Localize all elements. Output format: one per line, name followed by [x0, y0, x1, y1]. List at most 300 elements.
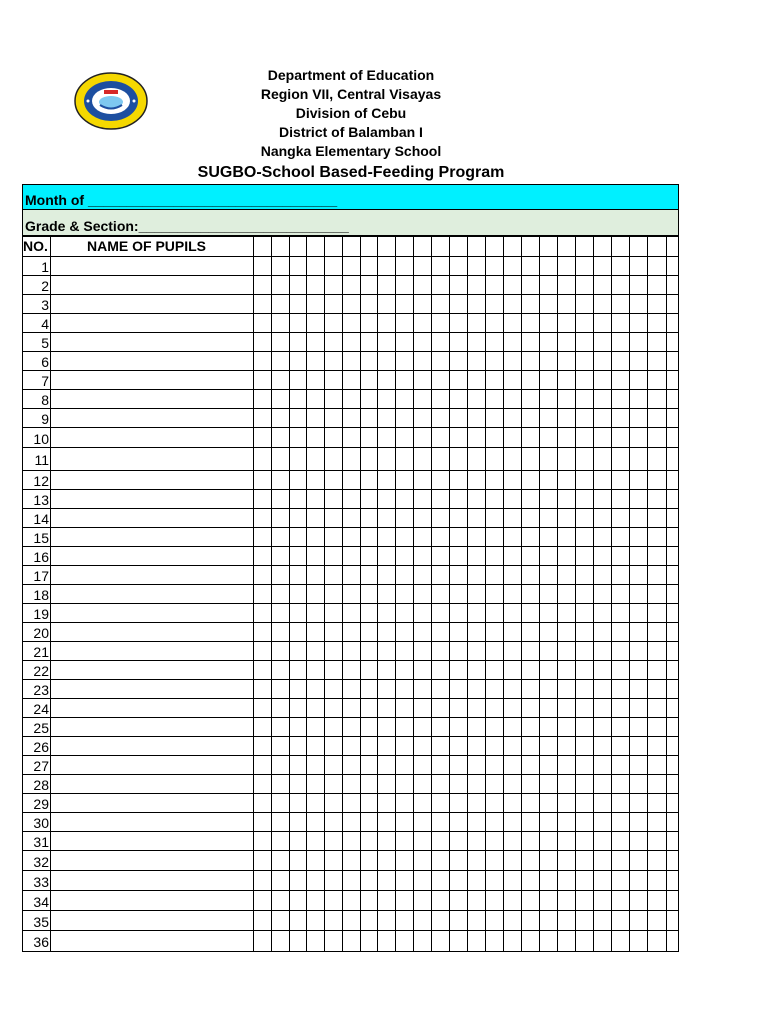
attendance-cell[interactable] — [612, 699, 630, 717]
attendance-cell[interactable] — [540, 623, 558, 641]
attendance-cell[interactable] — [272, 237, 290, 256]
attendance-cell[interactable] — [594, 718, 612, 736]
attendance-cell[interactable] — [361, 931, 378, 951]
attendance-cell[interactable] — [414, 471, 432, 489]
attendance-cell[interactable] — [468, 623, 486, 641]
pupil-name-cell[interactable] — [51, 390, 254, 408]
attendance-cell[interactable] — [468, 737, 486, 755]
attendance-cell[interactable] — [325, 547, 343, 565]
attendance-cell[interactable] — [361, 566, 378, 584]
attendance-cell[interactable] — [594, 490, 612, 508]
attendance-cell[interactable] — [414, 371, 432, 389]
pupil-name-cell[interactable] — [51, 851, 254, 870]
attendance-cell[interactable] — [576, 680, 594, 698]
attendance-cell[interactable] — [540, 295, 558, 313]
attendance-cell[interactable] — [450, 699, 468, 717]
attendance-cell[interactable] — [254, 604, 272, 622]
attendance-cell[interactable] — [540, 699, 558, 717]
attendance-cell[interactable] — [272, 794, 290, 812]
attendance-cell[interactable] — [450, 871, 468, 890]
attendance-cell[interactable] — [504, 680, 522, 698]
attendance-cell[interactable] — [396, 528, 414, 546]
attendance-cell[interactable] — [504, 314, 522, 332]
attendance-cell[interactable] — [558, 642, 576, 660]
attendance-cell[interactable] — [272, 737, 290, 755]
attendance-cell[interactable] — [558, 585, 576, 603]
attendance-cell[interactable] — [522, 490, 540, 508]
attendance-cell[interactable] — [396, 390, 414, 408]
attendance-cell[interactable] — [558, 891, 576, 910]
attendance-cell[interactable] — [612, 623, 630, 641]
attendance-cell[interactable] — [594, 604, 612, 622]
attendance-cell[interactable] — [667, 604, 678, 622]
attendance-cell[interactable] — [612, 490, 630, 508]
attendance-cell[interactable] — [272, 295, 290, 313]
attendance-cell[interactable] — [361, 471, 378, 489]
attendance-cell[interactable] — [361, 257, 378, 275]
attendance-cell[interactable] — [254, 832, 272, 850]
attendance-cell[interactable] — [272, 642, 290, 660]
attendance-cell[interactable] — [576, 737, 594, 755]
attendance-cell[interactable] — [254, 428, 272, 447]
attendance-cell[interactable] — [378, 371, 396, 389]
attendance-cell[interactable] — [468, 471, 486, 489]
attendance-cell[interactable] — [396, 699, 414, 717]
attendance-cell[interactable] — [486, 851, 504, 870]
attendance-cell[interactable] — [272, 448, 290, 470]
attendance-cell[interactable] — [648, 257, 667, 275]
attendance-cell[interactable] — [558, 257, 576, 275]
attendance-cell[interactable] — [343, 813, 361, 831]
attendance-cell[interactable] — [432, 794, 450, 812]
attendance-cell[interactable] — [307, 871, 325, 890]
attendance-cell[interactable] — [576, 471, 594, 489]
attendance-cell[interactable] — [325, 371, 343, 389]
attendance-cell[interactable] — [254, 333, 272, 351]
attendance-cell[interactable] — [648, 911, 667, 930]
attendance-cell[interactable] — [254, 585, 272, 603]
attendance-cell[interactable] — [594, 448, 612, 470]
attendance-cell[interactable] — [432, 276, 450, 294]
attendance-cell[interactable] — [576, 642, 594, 660]
attendance-cell[interactable] — [504, 371, 522, 389]
attendance-cell[interactable] — [630, 871, 648, 890]
attendance-cell[interactable] — [396, 911, 414, 930]
attendance-cell[interactable] — [254, 813, 272, 831]
attendance-cell[interactable] — [612, 509, 630, 527]
attendance-cell[interactable] — [396, 680, 414, 698]
attendance-cell[interactable] — [450, 352, 468, 370]
attendance-cell[interactable] — [576, 661, 594, 679]
attendance-cell[interactable] — [343, 718, 361, 736]
attendance-cell[interactable] — [594, 509, 612, 527]
attendance-cell[interactable] — [361, 699, 378, 717]
attendance-cell[interactable] — [343, 794, 361, 812]
attendance-cell[interactable] — [325, 409, 343, 427]
attendance-cell[interactable] — [254, 737, 272, 755]
attendance-cell[interactable] — [254, 276, 272, 294]
attendance-cell[interactable] — [522, 528, 540, 546]
attendance-cell[interactable] — [396, 566, 414, 584]
month-field[interactable]: Month of ________________________________ — [23, 185, 678, 210]
attendance-cell[interactable] — [522, 794, 540, 812]
attendance-cell[interactable] — [396, 931, 414, 951]
attendance-cell[interactable] — [667, 490, 678, 508]
attendance-cell[interactable] — [290, 794, 307, 812]
attendance-cell[interactable] — [414, 352, 432, 370]
attendance-cell[interactable] — [307, 509, 325, 527]
attendance-cell[interactable] — [414, 623, 432, 641]
attendance-cell[interactable] — [594, 871, 612, 890]
attendance-cell[interactable] — [432, 851, 450, 870]
attendance-cell[interactable] — [325, 832, 343, 850]
attendance-cell[interactable] — [612, 775, 630, 793]
attendance-cell[interactable] — [612, 931, 630, 951]
attendance-cell[interactable] — [450, 409, 468, 427]
attendance-cell[interactable] — [612, 604, 630, 622]
attendance-cell[interactable] — [648, 237, 667, 256]
attendance-cell[interactable] — [254, 528, 272, 546]
attendance-cell[interactable] — [486, 585, 504, 603]
attendance-cell[interactable] — [648, 276, 667, 294]
attendance-cell[interactable] — [254, 295, 272, 313]
attendance-cell[interactable] — [468, 604, 486, 622]
attendance-cell[interactable] — [450, 680, 468, 698]
attendance-cell[interactable] — [522, 471, 540, 489]
attendance-cell[interactable] — [343, 911, 361, 930]
attendance-cell[interactable] — [361, 680, 378, 698]
attendance-cell[interactable] — [396, 490, 414, 508]
attendance-cell[interactable] — [630, 471, 648, 489]
attendance-cell[interactable] — [307, 851, 325, 870]
attendance-cell[interactable] — [361, 661, 378, 679]
attendance-cell[interactable] — [343, 737, 361, 755]
attendance-cell[interactable] — [486, 295, 504, 313]
attendance-cell[interactable] — [522, 680, 540, 698]
attendance-cell[interactable] — [630, 642, 648, 660]
attendance-cell[interactable] — [325, 237, 343, 256]
attendance-cell[interactable] — [343, 528, 361, 546]
attendance-cell[interactable] — [307, 775, 325, 793]
attendance-cell[interactable] — [325, 756, 343, 774]
attendance-cell[interactable] — [414, 566, 432, 584]
attendance-cell[interactable] — [540, 509, 558, 527]
attendance-cell[interactable] — [522, 642, 540, 660]
attendance-cell[interactable] — [343, 490, 361, 508]
attendance-cell[interactable] — [378, 352, 396, 370]
attendance-cell[interactable] — [343, 371, 361, 389]
attendance-cell[interactable] — [361, 832, 378, 850]
attendance-cell[interactable] — [504, 699, 522, 717]
attendance-cell[interactable] — [325, 428, 343, 447]
attendance-cell[interactable] — [612, 566, 630, 584]
attendance-cell[interactable] — [361, 718, 378, 736]
attendance-cell[interactable] — [667, 911, 678, 930]
attendance-cell[interactable] — [667, 871, 678, 890]
attendance-cell[interactable] — [486, 832, 504, 850]
attendance-cell[interactable] — [648, 471, 667, 489]
attendance-cell[interactable] — [325, 604, 343, 622]
attendance-cell[interactable] — [290, 661, 307, 679]
attendance-cell[interactable] — [522, 448, 540, 470]
attendance-cell[interactable] — [378, 851, 396, 870]
pupil-name-cell[interactable] — [51, 756, 254, 774]
attendance-cell[interactable] — [486, 566, 504, 584]
pupil-name-cell[interactable] — [51, 794, 254, 812]
attendance-cell[interactable] — [630, 448, 648, 470]
attendance-cell[interactable] — [396, 471, 414, 489]
attendance-cell[interactable] — [468, 585, 486, 603]
attendance-cell[interactable] — [648, 623, 667, 641]
attendance-cell[interactable] — [432, 813, 450, 831]
attendance-cell[interactable] — [272, 509, 290, 527]
attendance-cell[interactable] — [307, 547, 325, 565]
attendance-cell[interactable] — [307, 528, 325, 546]
attendance-cell[interactable] — [486, 448, 504, 470]
attendance-cell[interactable] — [522, 931, 540, 951]
attendance-cell[interactable] — [450, 276, 468, 294]
attendance-cell[interactable] — [325, 931, 343, 951]
attendance-cell[interactable] — [576, 623, 594, 641]
attendance-cell[interactable] — [254, 352, 272, 370]
attendance-cell[interactable] — [325, 257, 343, 275]
attendance-cell[interactable] — [468, 642, 486, 660]
attendance-cell[interactable] — [307, 661, 325, 679]
attendance-cell[interactable] — [486, 931, 504, 951]
attendance-cell[interactable] — [468, 448, 486, 470]
attendance-cell[interactable] — [540, 490, 558, 508]
attendance-cell[interactable] — [361, 390, 378, 408]
attendance-cell[interactable] — [522, 699, 540, 717]
attendance-cell[interactable] — [486, 409, 504, 427]
attendance-cell[interactable] — [396, 237, 414, 256]
pupil-name-cell[interactable] — [51, 832, 254, 850]
attendance-cell[interactable] — [612, 448, 630, 470]
attendance-cell[interactable] — [576, 911, 594, 930]
attendance-cell[interactable] — [307, 737, 325, 755]
attendance-cell[interactable] — [576, 490, 594, 508]
attendance-cell[interactable] — [667, 756, 678, 774]
attendance-cell[interactable] — [667, 471, 678, 489]
attendance-cell[interactable] — [630, 813, 648, 831]
attendance-cell[interactable] — [450, 528, 468, 546]
attendance-cell[interactable] — [486, 490, 504, 508]
attendance-cell[interactable] — [630, 775, 648, 793]
attendance-cell[interactable] — [522, 911, 540, 930]
attendance-cell[interactable] — [648, 718, 667, 736]
attendance-cell[interactable] — [540, 314, 558, 332]
attendance-cell[interactable] — [396, 813, 414, 831]
attendance-cell[interactable] — [307, 718, 325, 736]
attendance-cell[interactable] — [630, 851, 648, 870]
attendance-cell[interactable] — [343, 390, 361, 408]
attendance-cell[interactable] — [630, 699, 648, 717]
attendance-cell[interactable] — [414, 295, 432, 313]
attendance-cell[interactable] — [558, 718, 576, 736]
attendance-cell[interactable] — [522, 623, 540, 641]
attendance-cell[interactable] — [343, 547, 361, 565]
attendance-cell[interactable] — [667, 623, 678, 641]
attendance-cell[interactable] — [576, 585, 594, 603]
attendance-cell[interactable] — [290, 295, 307, 313]
attendance-cell[interactable] — [325, 528, 343, 546]
attendance-cell[interactable] — [648, 891, 667, 910]
attendance-cell[interactable] — [522, 661, 540, 679]
attendance-cell[interactable] — [290, 756, 307, 774]
attendance-cell[interactable] — [307, 794, 325, 812]
attendance-cell[interactable] — [594, 891, 612, 910]
attendance-cell[interactable] — [558, 352, 576, 370]
attendance-cell[interactable] — [612, 718, 630, 736]
attendance-cell[interactable] — [396, 295, 414, 313]
attendance-cell[interactable] — [378, 295, 396, 313]
attendance-cell[interactable] — [594, 911, 612, 930]
attendance-cell[interactable] — [325, 314, 343, 332]
attendance-cell[interactable] — [486, 371, 504, 389]
attendance-cell[interactable] — [468, 680, 486, 698]
attendance-cell[interactable] — [290, 851, 307, 870]
attendance-cell[interactable] — [343, 257, 361, 275]
attendance-cell[interactable] — [486, 428, 504, 447]
attendance-cell[interactable] — [630, 623, 648, 641]
attendance-cell[interactable] — [486, 528, 504, 546]
attendance-cell[interactable] — [378, 509, 396, 527]
attendance-cell[interactable] — [594, 390, 612, 408]
attendance-cell[interactable] — [254, 911, 272, 930]
attendance-cell[interactable] — [522, 737, 540, 755]
attendance-cell[interactable] — [522, 604, 540, 622]
attendance-cell[interactable] — [468, 528, 486, 546]
attendance-cell[interactable] — [667, 832, 678, 850]
attendance-cell[interactable] — [612, 409, 630, 427]
attendance-cell[interactable] — [576, 871, 594, 890]
attendance-cell[interactable] — [522, 547, 540, 565]
attendance-cell[interactable] — [432, 547, 450, 565]
attendance-cell[interactable] — [272, 352, 290, 370]
attendance-cell[interactable] — [504, 566, 522, 584]
attendance-cell[interactable] — [468, 931, 486, 951]
attendance-cell[interactable] — [667, 661, 678, 679]
attendance-cell[interactable] — [612, 585, 630, 603]
attendance-cell[interactable] — [378, 832, 396, 850]
attendance-cell[interactable] — [254, 794, 272, 812]
attendance-cell[interactable] — [667, 448, 678, 470]
attendance-cell[interactable] — [343, 931, 361, 951]
attendance-cell[interactable] — [594, 566, 612, 584]
attendance-cell[interactable] — [630, 661, 648, 679]
attendance-cell[interactable] — [378, 661, 396, 679]
attendance-cell[interactable] — [450, 718, 468, 736]
attendance-cell[interactable] — [667, 409, 678, 427]
attendance-cell[interactable] — [486, 680, 504, 698]
attendance-cell[interactable] — [648, 528, 667, 546]
attendance-cell[interactable] — [648, 371, 667, 389]
attendance-cell[interactable] — [504, 237, 522, 256]
attendance-cell[interactable] — [272, 813, 290, 831]
attendance-cell[interactable] — [522, 775, 540, 793]
attendance-cell[interactable] — [468, 775, 486, 793]
attendance-cell[interactable] — [486, 257, 504, 275]
attendance-cell[interactable] — [522, 352, 540, 370]
attendance-cell[interactable] — [576, 891, 594, 910]
attendance-cell[interactable] — [468, 547, 486, 565]
attendance-cell[interactable] — [432, 428, 450, 447]
attendance-cell[interactable] — [432, 871, 450, 890]
attendance-cell[interactable] — [432, 891, 450, 910]
attendance-cell[interactable] — [558, 756, 576, 774]
attendance-cell[interactable] — [325, 642, 343, 660]
attendance-cell[interactable] — [290, 737, 307, 755]
attendance-cell[interactable] — [378, 911, 396, 930]
attendance-cell[interactable] — [272, 661, 290, 679]
attendance-cell[interactable] — [648, 756, 667, 774]
attendance-cell[interactable] — [486, 623, 504, 641]
attendance-cell[interactable] — [667, 371, 678, 389]
attendance-cell[interactable] — [414, 794, 432, 812]
attendance-cell[interactable] — [594, 794, 612, 812]
attendance-cell[interactable] — [272, 699, 290, 717]
attendance-cell[interactable] — [667, 257, 678, 275]
pupil-name-cell[interactable] — [51, 604, 254, 622]
attendance-cell[interactable] — [648, 490, 667, 508]
attendance-cell[interactable] — [272, 911, 290, 930]
attendance-cell[interactable] — [630, 314, 648, 332]
attendance-cell[interactable] — [343, 871, 361, 890]
attendance-cell[interactable] — [558, 851, 576, 870]
attendance-cell[interactable] — [414, 333, 432, 351]
grade-section-field[interactable]: Grade & Section:___________________________ — [23, 210, 678, 237]
attendance-cell[interactable] — [576, 718, 594, 736]
attendance-cell[interactable] — [414, 775, 432, 793]
attendance-cell[interactable] — [630, 794, 648, 812]
attendance-cell[interactable] — [558, 428, 576, 447]
pupil-name-cell[interactable] — [51, 642, 254, 660]
attendance-cell[interactable] — [361, 276, 378, 294]
attendance-cell[interactable] — [558, 911, 576, 930]
attendance-cell[interactable] — [272, 276, 290, 294]
attendance-cell[interactable] — [667, 680, 678, 698]
attendance-cell[interactable] — [307, 680, 325, 698]
attendance-cell[interactable] — [594, 756, 612, 774]
attendance-cell[interactable] — [450, 604, 468, 622]
attendance-cell[interactable] — [307, 448, 325, 470]
attendance-cell[interactable] — [612, 547, 630, 565]
attendance-cell[interactable] — [504, 448, 522, 470]
attendance-cell[interactable] — [290, 471, 307, 489]
attendance-cell[interactable] — [540, 409, 558, 427]
attendance-cell[interactable] — [343, 775, 361, 793]
attendance-cell[interactable] — [396, 547, 414, 565]
attendance-cell[interactable] — [254, 257, 272, 275]
attendance-cell[interactable] — [396, 661, 414, 679]
attendance-cell[interactable] — [468, 851, 486, 870]
attendance-cell[interactable] — [343, 832, 361, 850]
attendance-cell[interactable] — [522, 756, 540, 774]
attendance-cell[interactable] — [307, 295, 325, 313]
attendance-cell[interactable] — [272, 409, 290, 427]
attendance-cell[interactable] — [254, 891, 272, 910]
attendance-cell[interactable] — [254, 718, 272, 736]
attendance-cell[interactable] — [290, 509, 307, 527]
attendance-cell[interactable] — [325, 680, 343, 698]
attendance-cell[interactable] — [522, 409, 540, 427]
attendance-cell[interactable] — [361, 851, 378, 870]
attendance-cell[interactable] — [254, 680, 272, 698]
attendance-cell[interactable] — [612, 333, 630, 351]
attendance-cell[interactable] — [432, 352, 450, 370]
attendance-cell[interactable] — [414, 237, 432, 256]
attendance-cell[interactable] — [540, 718, 558, 736]
